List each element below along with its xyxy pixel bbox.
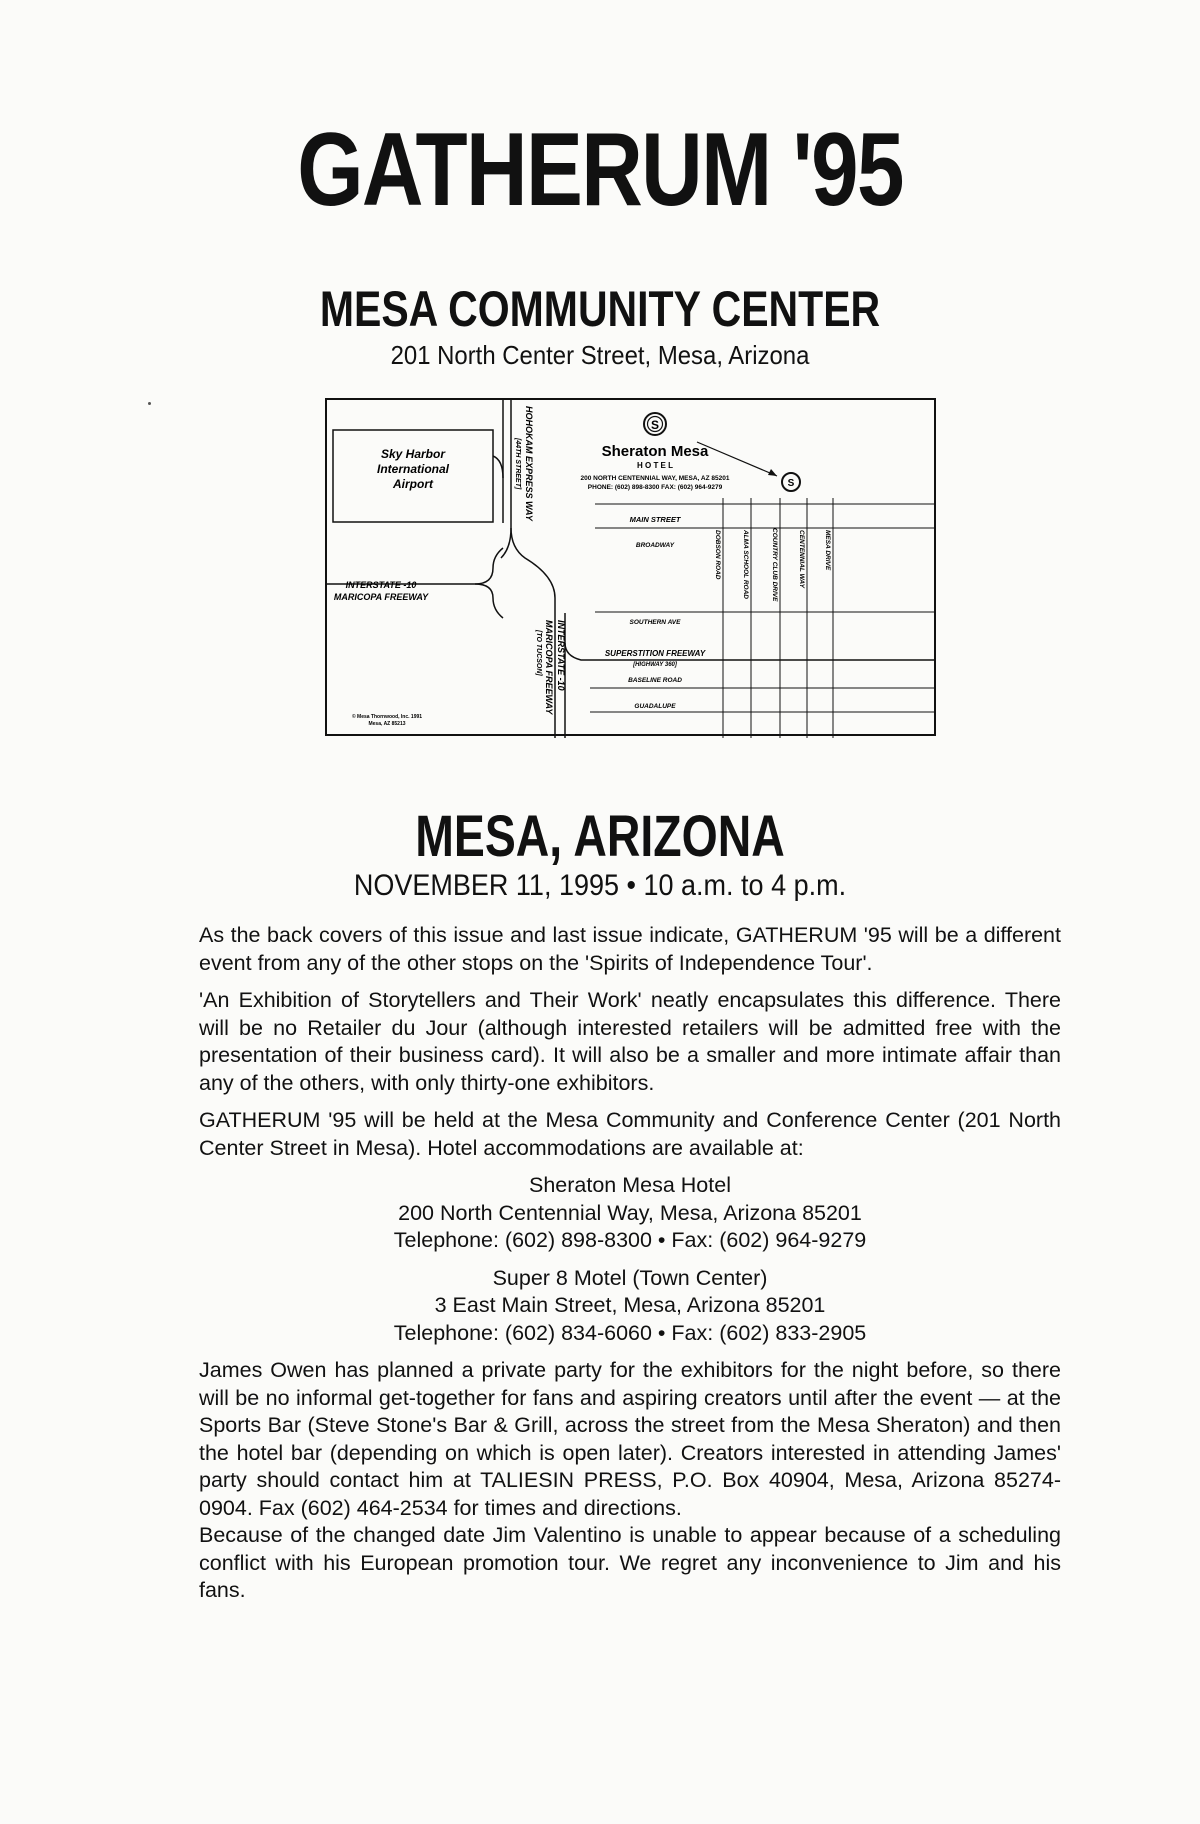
hotel-2-address: 3 East Main Street, Mesa, Arizona 85201 [434,1293,826,1317]
location-map [325,398,937,738]
street-guadalupe: GUADALUPE [634,703,676,710]
paragraph-2: 'An Exhibition of Storytellers and Their Work' neatly encapsulates this difference. There will be no Retailer du Jour (although interested retailers will be admitted free with the presentation of their business card). It will also be a smaller and more intimate affair than any of the others, with only thirty-one exhibitors. [199,988,1061,1095]
hotel-2-name: Super 8 Motel (Town Center) [492,1265,768,1290]
page-title: GATHERUM '95 [297,112,903,228]
hotel-1-name: Sheraton Mesa Hotel [529,1173,731,1197]
hotel-address: 200 NORTH CENTENNIAL WAY, MESA, AZ 85201 [580,475,730,482]
interstate-south-label-2: MARICOPA FREEWAY [544,620,554,715]
hohokam-sub-label: [44TH STREET] [514,438,521,490]
airport-label-3: Airport [393,477,433,491]
map-copyright-1: © Mesa Thornwood, Inc. 1991 [351,714,423,720]
street-alma-school: ALMA SCHOOL ROAD [742,530,749,599]
hotel-name: Sheraton Mesa [601,443,709,460]
paragraph-1: As the back covers of this issue and last issue indicate, GATHERUM '95 will be a different event from any of the other stops on the 'Spirits of Independence Tour'. [199,923,1061,975]
event-dateline [60,868,1140,904]
paragraph-5: Because of the changed date Jim Valentino is unable to appear because of a scheduling conflict with his European promotion tour. We regret any inconvenience to Jim and his fans. [199,1523,1061,1602]
street-main: MAIN STREET [629,515,681,524]
hotel-1-phone: Telephone: (602) 898-8300 • Fax: (602) 964-9279 [393,1228,867,1252]
map-copyright-2: Mesa, AZ 85213 [368,721,406,727]
street-country-club: COUNTRY CLUB DRIVE [771,528,778,602]
hohokam-label: HOHOKAM EXPRESS WAY [524,406,534,521]
venue-address: 201 North Center Street, Mesa, Arizona [390,340,810,370]
hotel-2-block [199,1265,1061,1348]
airport-label-1: Sky Harbor [380,447,446,461]
event-time: 10 a.m. to 4 p.m. [643,869,847,902]
scan-speck [148,402,151,405]
event-city: MESA, ARIZONA [415,804,785,869]
hotel-2-phone: Telephone: (602) 834-6060 • Fax: (602) 833-2905 [393,1320,867,1345]
venue-name: MESA COMMUNITY CENTER [319,281,881,337]
sheraton-logo-letter: S [650,418,660,432]
interstate-west-label-1: INTERSTATE -10 [345,580,417,590]
paragraph-3: GATHERUM '95 will be held at the Mesa Community and Conference Center (201 North Center Street in Mesa). Hotel accommodations are available at: [199,1108,1061,1160]
street-superstition-sub: [HIGHWAY 360] [633,662,677,668]
street-mesa-drive: MESA DRIVE [824,530,831,571]
airport-label-2: International [376,462,450,476]
paragraph-4: James Owen has planned a private party for the exhibitors for the night before, so there will be no informal get-together for fans and aspiring creators until after the event — at the Sports Bar (Steve Stone's Bar & Grill, across the street from the Mesa Sheraton) and then the hotel bar (depending on which is open later). Creators interested in attending James' party should contact him at TALIESIN PRESS, P.O. Box 40904, Mesa, Arizona 85274-0904. Fax (602) 464-2534 for times and directions. [199,1358,1061,1520]
street-broadway: BROADWAY [635,542,675,549]
street-southern: SOUTHERN AVE [629,619,681,626]
svg-text:S: S [787,478,795,489]
street-centennial: CENTENNIAL WAY [798,530,805,588]
hotel-phone: PHONE: (602) 898-8300 FAX: (602) 964-9279 [587,484,723,491]
bullet: • [626,869,636,902]
event-date: NOVEMBER 11, 1995 [353,869,620,902]
hotel-1-address: 200 North Centennial Way, Mesa, Arizona 85201 [398,1200,862,1225]
hotel-1-block [199,1172,1061,1255]
street-dobson: DOBSON ROAD [714,530,721,580]
interstate-west-label-2: MARICOPA FREEWAY [333,592,429,602]
street-superstition: SUPERSTITION FREEWAY [604,649,706,658]
street-baseline: BASELINE ROAD [628,677,682,684]
article-body [199,922,1061,1615]
interstate-south-sub: [TO TUCSON] [535,630,542,676]
airport-box [333,430,493,522]
interstate-south-label: INTERSTATE -10 [556,620,566,691]
hotel-sub: H O T E L [637,461,673,470]
